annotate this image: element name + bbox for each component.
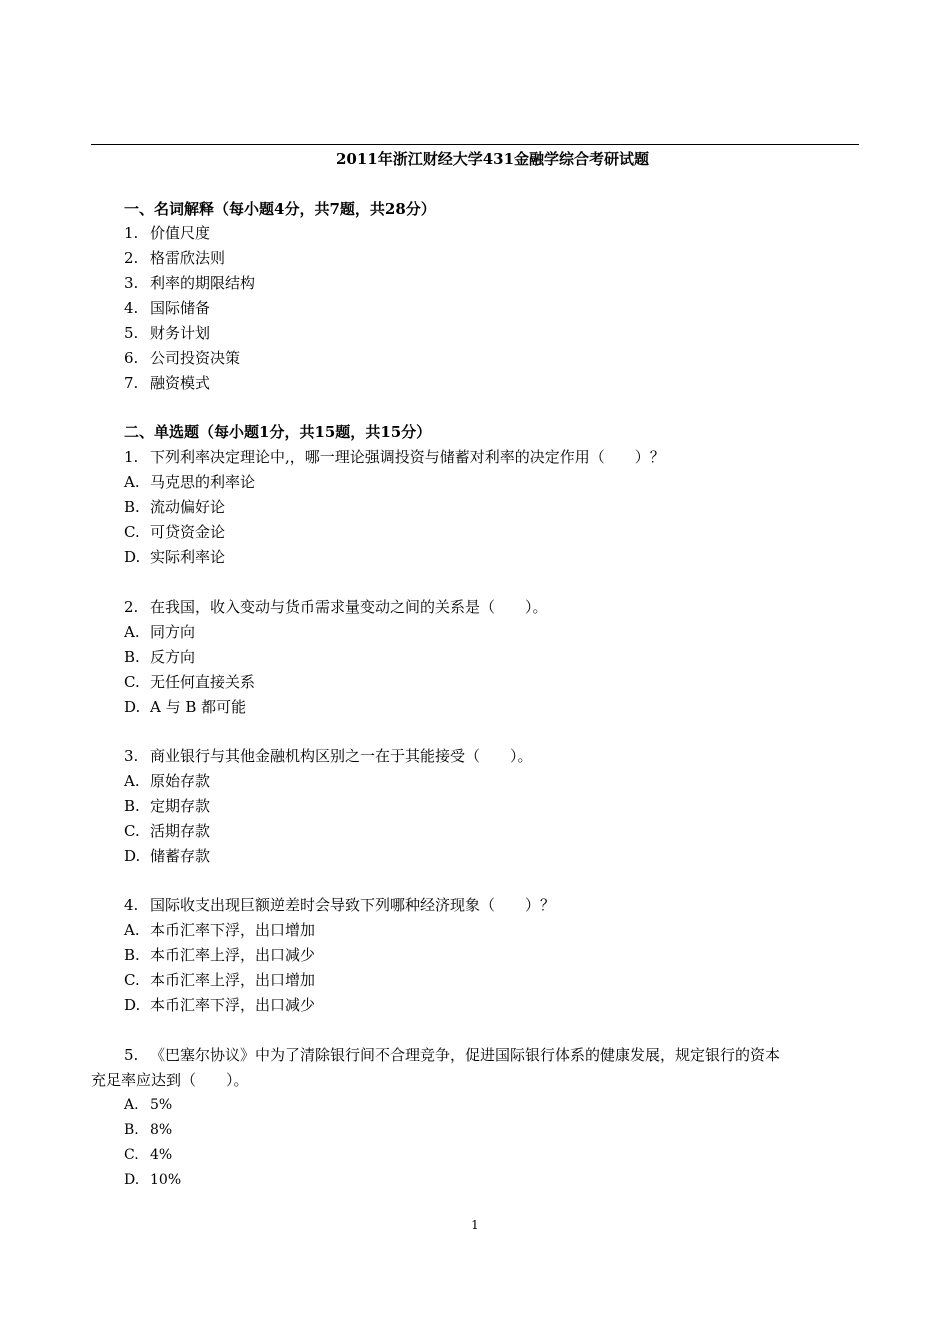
option: A. 同方向	[124, 623, 196, 641]
option: D. 储蓄存款	[124, 847, 211, 865]
list-item: 7. 融资模式	[124, 374, 211, 392]
question-1: 1. 下列利率决定理论中,，哪一理论强调投资与储蓄对利率的决定作用（ ）？	[124, 448, 665, 466]
option: D. A 与 B 都可能	[124, 698, 247, 716]
option: B. 反方向	[124, 648, 196, 666]
list-item: 1. 价值尺度	[124, 224, 211, 242]
document-title: 2011年浙江财经大学431金融学综合考研试题	[335, 150, 650, 168]
header-rule	[91, 144, 859, 145]
option: C. 活期存款	[124, 822, 211, 840]
question-5: 5. 《巴塞尔协议》中为了清除银行间不合理竞争，促进国际银行体系的健康发展，规定银行的资本	[124, 1046, 781, 1064]
list-item: 5. 财务计划	[124, 324, 211, 342]
option: D. 本币汇率下浮，出口减少	[124, 996, 316, 1014]
list-item: 6. 公司投资决策	[124, 349, 241, 367]
option: C. 可贷资金论	[124, 523, 226, 541]
page-number: 1	[471, 1218, 479, 1232]
section1-heading: 一、名词解释（每小题4分，共7题，共28分）	[124, 200, 436, 218]
option: C. 本币汇率上浮，出口增加	[124, 971, 316, 989]
option: C. 无任何直接关系	[124, 673, 256, 691]
list-item: 4. 国际储备	[124, 299, 211, 317]
question-4: 4. 国际收支出现巨额逆差时会导致下列哪种经济现象（ ）？	[124, 896, 556, 914]
option: A. 马克思的利率论	[124, 473, 256, 491]
list-item: 2. 格雷欣法则	[124, 249, 226, 267]
option: A. 原始存款	[124, 772, 211, 790]
option: D. 10%	[124, 1172, 182, 1188]
option: C. 4%	[124, 1147, 173, 1163]
option: B. 8%	[124, 1122, 173, 1138]
question-3: 3. 商业银行与其他金融机构区别之一在于其能接受（ ）。	[124, 747, 533, 765]
option: A. 5%	[124, 1097, 173, 1113]
question-5-continuation: 充足率应达到（ ）。	[91, 1071, 249, 1089]
option: B. 流动偏好论	[124, 498, 226, 516]
option: A. 本币汇率下浮，出口增加	[124, 921, 316, 939]
section2-heading: 二、单选题（每小题1分，共15题，共15分）	[124, 423, 432, 441]
option: B. 定期存款	[124, 797, 211, 815]
list-item: 3. 利率的期限结构	[124, 274, 256, 292]
option: D. 实际利率论	[124, 548, 226, 566]
option: B. 本币汇率上浮，出口减少	[124, 946, 316, 964]
question-2: 2. 在我国，收入变动与货币需求量变动之间的关系是（ ）。	[124, 598, 548, 616]
